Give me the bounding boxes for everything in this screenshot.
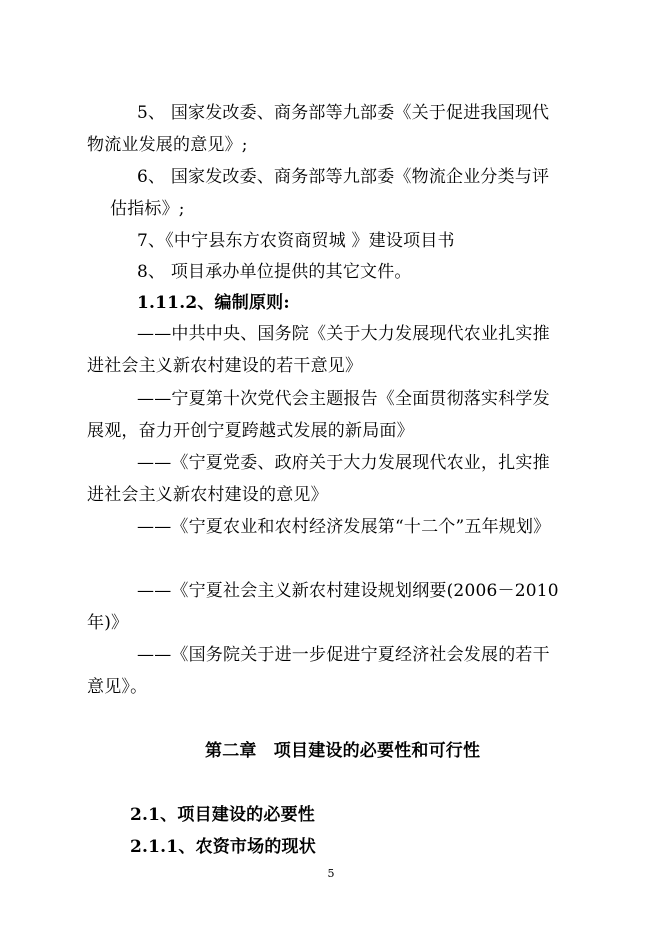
- principle-5-line-1: ——《宁夏社会主义新农村建设规划纲要(2006－2010: [137, 581, 559, 601]
- section-heading-2-1-1: 2.1.1、农资市场的现状: [130, 837, 316, 857]
- list-item-5-line-1: 5、 国家发改委、商务部等九部委《关于促进我国现代: [137, 103, 550, 123]
- list-item-8: 8、 项目承办单位提供的其它文件。: [137, 262, 412, 282]
- principle-2-line-2: 展观，奋力开创宁夏跨越式发展的新局面》: [87, 421, 414, 441]
- page-number: 5: [327, 867, 335, 880]
- principle-2-line-1: ——宁夏第十次党代会主题报告《全面贯彻落实科学发: [137, 389, 550, 409]
- principle-6-line-2: 意见》。: [87, 677, 148, 697]
- principle-5-line-2: 年)》: [87, 613, 129, 633]
- section-heading-1-11-2: 1.11.2、编制原则:: [137, 293, 290, 313]
- list-item-6-line-1: 6、 国家发改委、商务部等九部委《物流企业分类与评: [137, 167, 550, 187]
- principle-3-line-2: 进社会主义新农村建设的意见》: [87, 485, 328, 505]
- list-item-7: 7、《中宁县东方农资商贸城 》建设项目书: [137, 231, 455, 251]
- principle-3-line-1: ——《宁夏党委、政府关于大力发展现代农业，扎实推: [137, 453, 550, 473]
- principle-1-line-1: ——中共中央、国务院《关于大力发展现代农业扎实推: [137, 324, 550, 344]
- principle-1-line-2: 进社会主义新农村建设的若干意见》: [87, 356, 363, 376]
- section-heading-2-1: 2.1、项目建设的必要性: [130, 805, 315, 825]
- principle-4: ——《宁夏农业和农村经济发展第“十二个”五年规划》: [137, 517, 551, 537]
- chapter-title: 第二章 项目建设的必要性和可行性: [205, 741, 481, 761]
- list-item-5-line-2: 物流业发展的意见》;: [87, 135, 248, 155]
- list-item-6-line-2: 估指标》;: [110, 199, 185, 219]
- principle-6-line-1: ——《国务院关于进一步促进宁夏经济社会发展的若干: [137, 645, 550, 665]
